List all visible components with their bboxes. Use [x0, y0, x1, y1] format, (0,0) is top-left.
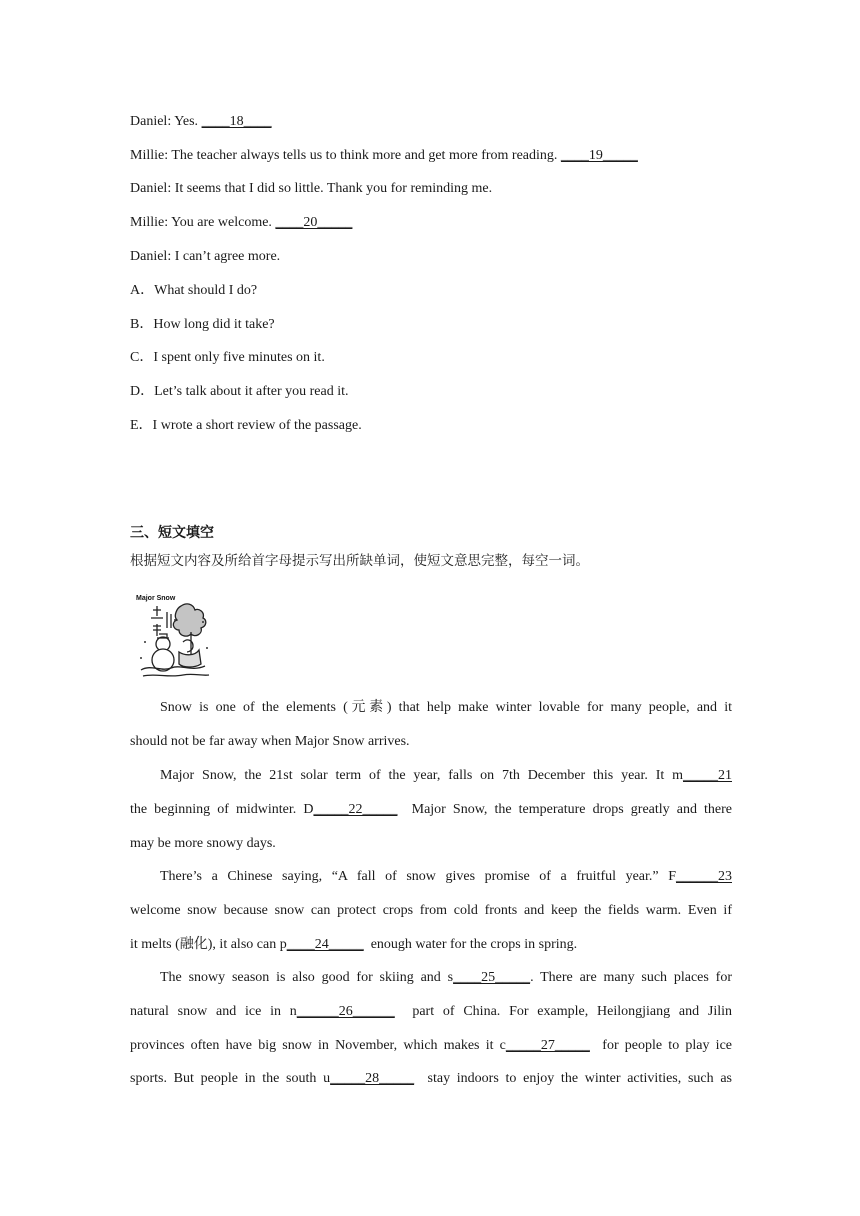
- answer-blank: _____22_____: [313, 801, 398, 817]
- answer-blank: ______26______: [296, 1003, 395, 1019]
- passage-text: enough water for the crops in spring.: [363, 936, 578, 952]
- dialogue-text: Millie: You are welcome.: [130, 215, 276, 230]
- passage-text: part of China. For example, Heilongjiang and Jilin: [394, 1003, 732, 1019]
- dialogue-line: [130, 213, 352, 233]
- passage-text: it melts (融化), it also can p: [130, 936, 287, 952]
- dialogue-text: Millie: The teacher always tells us to think more and get more from reading.: [130, 148, 561, 163]
- passage-text: should not be far away when Major Snow arrives.: [130, 733, 410, 749]
- answer-blank: _____27_____: [505, 1037, 590, 1053]
- passage-text: provinces often have big snow in November, which makes it c: [130, 1037, 506, 1053]
- answer-blank: ____18____: [201, 114, 272, 129]
- dialogue-line: [130, 247, 280, 267]
- passage-text: sports. But people in the south u: [130, 1071, 331, 1087]
- passage-text: The snowy season is also good for skiing and s: [160, 970, 454, 985]
- option-e: E．I wrote a short review of the passage.: [130, 418, 362, 433]
- section-heading: 三、短文填空: [130, 525, 214, 541]
- option-b: B．How long did it take?: [130, 317, 275, 332]
- passage-text: natural snow and ice in n: [130, 1003, 297, 1019]
- passage-text: may be more snowy days.: [130, 835, 276, 851]
- passage-text: . There are many such places for: [530, 970, 732, 985]
- passage-text: Major Snow, the temperature drops greatly and there: [397, 801, 732, 817]
- option-d: D．Let’s talk about it after you read it.: [130, 384, 349, 399]
- dialogue-line: [130, 146, 638, 166]
- passage-text: the beginning of midwinter. D: [130, 801, 314, 817]
- answer-blank: _____28_____: [330, 1071, 415, 1087]
- passage-paragraph-1: [130, 691, 732, 759]
- passage-paragraph-3: [130, 860, 732, 961]
- passage-text: stay indoors to enjoy the winter activities, such as: [414, 1071, 733, 1087]
- passage-paragraph-2: [130, 759, 732, 860]
- passage-text: Major Snow, the 21st solar term of the year, falls on 7th December this year. It m: [160, 768, 683, 783]
- dialogue-line: [130, 179, 492, 199]
- dialogue-text: Daniel: I can’t agree more.: [130, 249, 281, 264]
- passage-paragraph-4: [130, 961, 732, 1096]
- passage-text: for people to play ice: [589, 1037, 732, 1053]
- answer-blank: ____19_____: [560, 148, 638, 163]
- option-a: A．What should I do?: [130, 283, 258, 298]
- major-snow-illustration-icon: [133, 592, 215, 680]
- option-c: C．I spent only five minutes on it.: [130, 350, 325, 365]
- dialogue-text: Daniel: It seems that I did so little. Thank you for reminding me.: [130, 181, 493, 196]
- passage-text: welcome snow because snow can protect crops from cold fronts and keep the fields warm. Even if: [130, 902, 732, 918]
- answer-blank: _____21: [683, 768, 732, 783]
- dialogue-line: [130, 112, 272, 132]
- passage-text: There’s a Chinese saying, “A fall of snow gives promise of a fruitful year.” F: [160, 869, 676, 884]
- section-instruction: 根据短文内容及所给首字母提示写出所缺单词，使短文意思完整，每空一词。: [130, 553, 589, 569]
- answer-blank: ____24_____: [286, 936, 364, 952]
- answer-blank: ______23: [676, 869, 732, 884]
- answer-blank: ____20_____: [275, 215, 353, 230]
- passage-text: Snow is one of the elements (元素) that help make winter lovable for many people, and it: [160, 700, 732, 715]
- dialogue-text: Daniel: Yes.: [130, 114, 202, 129]
- illustration-caption: Major Snow: [136, 595, 176, 602]
- answer-blank: ____25_____: [453, 970, 531, 985]
